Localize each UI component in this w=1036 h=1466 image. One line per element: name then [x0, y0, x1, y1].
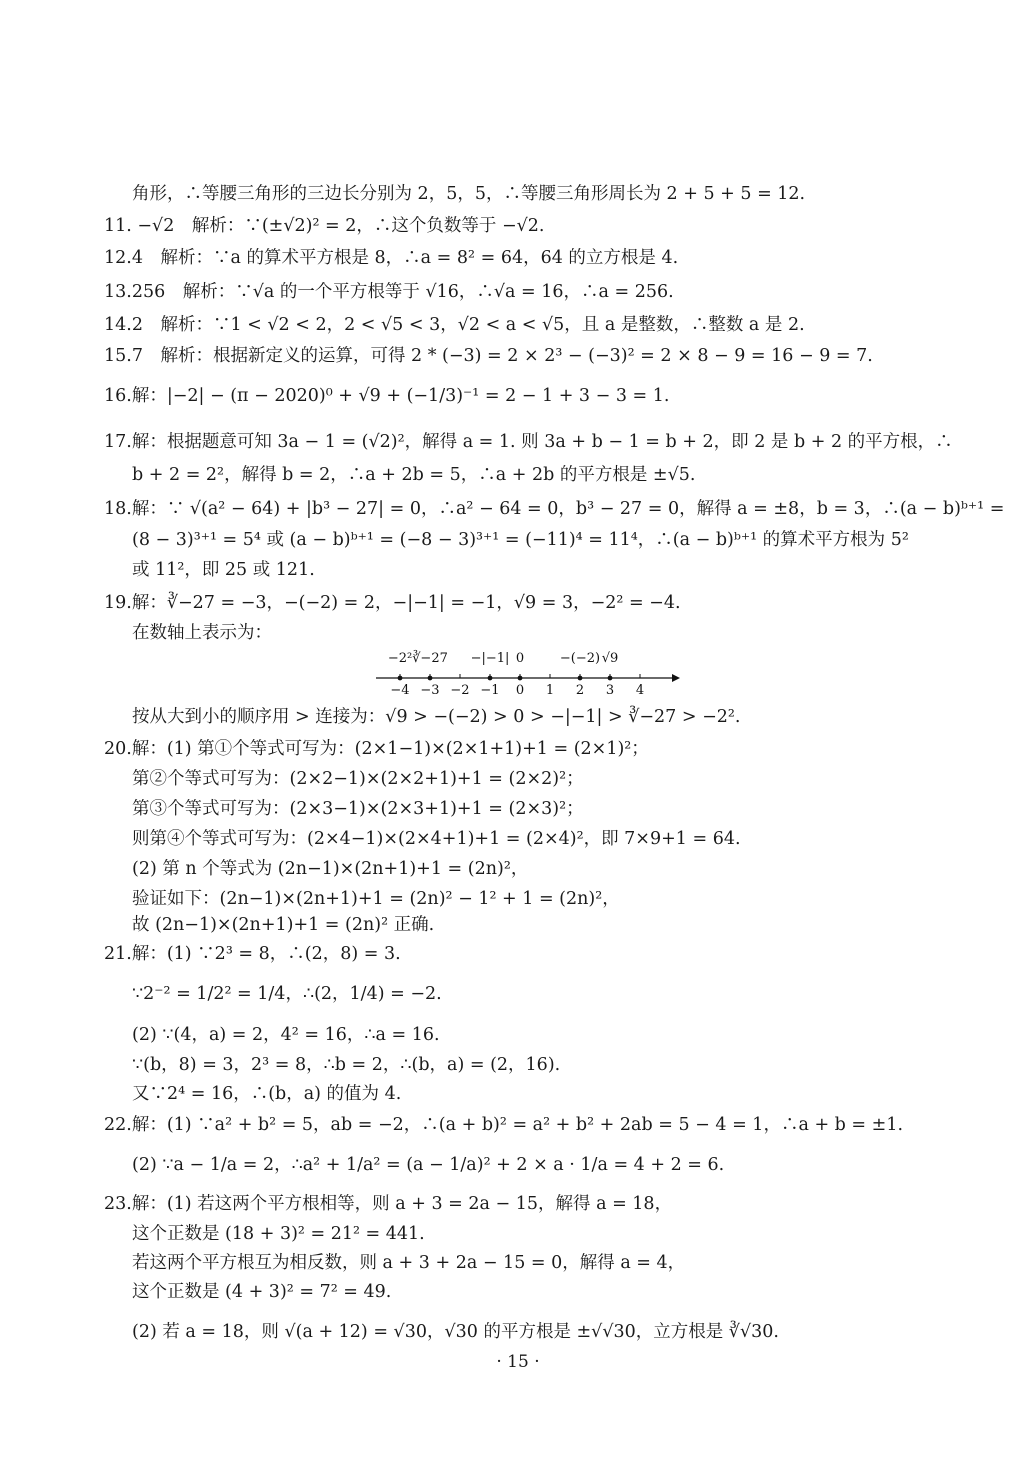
- text-line: 按从大到小的顺序用 > 连接为：√9 > −(−2) > 0 > −|−1| > ∛−27 > −2².: [132, 707, 741, 727]
- text-line: 或 11²，即 25 或 121.: [132, 560, 315, 580]
- answer-20: 20.解：(1) 第①个等式可写为：(2×1−1)×(2×1+1)+1 = (2×1)²；: [104, 739, 649, 759]
- text-line: (2) 第 n 个等式为 (2n−1)×(2n+1)+1 = (2n)²，: [132, 859, 529, 879]
- text-line: (8 − 3)³⁺¹ = 5⁴ 或 (a − b)ᵇ⁺¹ = (−8 − 3)³⁺¹ = (−11)⁴ = 11⁴，∴(a − b)ᵇ⁺¹ 的算术平方根为 5²: [132, 530, 909, 550]
- answer-14: 14.2 解析：∵1 < √2 < 2，2 < √5 < 3，√2 < a < √5，且 a 是整数，∴整数 a 是 2.: [104, 315, 805, 335]
- text-line: 若这两个平方根互为相反数，则 a + 3 + 2a − 15 = 0，解得 a = 4，: [132, 1253, 686, 1273]
- text-line: 第②个等式可写为：(2×2−1)×(2×2+1)+1 = (2×2)²；: [132, 769, 584, 789]
- text-line: 在数轴上表示为：: [132, 623, 272, 643]
- answer-17: 17.解：根据题意可知 3a − 1 = (√2)²，解得 a = 1. 则 3a + b − 1 = b + 2，即 2 是 b + 2 的平方根，∴: [104, 432, 953, 452]
- tick-label: 2: [575, 683, 585, 698]
- number-line: [372, 648, 684, 698]
- tick-label: 1: [545, 683, 555, 698]
- answer-12: 12.4 解析：∵a 的算术平方根是 8，∴a = 8² = 64，64 的立方根是 4.: [104, 248, 679, 268]
- text-line: 角形，∴等腰三角形的三边长分别为 2，5，5，∴等腰三角形周长为 2 + 5 + 5 = 12.: [132, 184, 806, 204]
- point-label: −|−1|: [470, 651, 510, 666]
- answer-13: 13.256 解析：∵√a 的一个平方根等于 √16，∴√a = 16，∴a = 256.: [104, 282, 674, 302]
- page-number: · 15 ·: [496, 1352, 540, 1372]
- arrow-icon: [672, 674, 680, 682]
- text-line: 这个正数是 (4 + 3)² = 7² = 49.: [132, 1282, 392, 1302]
- point-label: −2²: [387, 651, 413, 666]
- answer-11: 11. −√2 解析：∵(±√2)² = 2，∴这个负数等于 −√2.: [104, 216, 545, 236]
- tick-label: −4: [390, 683, 410, 698]
- tick-label: 4: [635, 683, 645, 698]
- tick-label: 3: [605, 683, 615, 698]
- text-line: 这个正数是 (18 + 3)² = 21² = 441.: [132, 1224, 425, 1244]
- text-line: (2) ∵(4，a) = 2，4² = 16，∴a = 16.: [132, 1025, 440, 1045]
- text-line: (2) 若 a = 18，则 √(a + 12) = √30，√30 的平方根是 ±√√30，立方根是 ∛√30.: [132, 1322, 779, 1342]
- number-point: [428, 676, 433, 681]
- answer-21: 21.解：(1) ∵2³ = 8，∴(2，8) = 3.: [104, 944, 401, 964]
- answer-18: 18.解：∵ √(a² − 64) + |b³ − 27| = 0，∴a² − 64 = 0，b³ − 27 = 0，解得 a = ±8，b = 3，∴(a − b)ᵇ⁺¹ =: [104, 499, 1005, 519]
- text-line: 第③个等式可写为：(2×3−1)×(2×3+1)+1 = (2×3)²；: [132, 799, 584, 819]
- answer-19: 19.解：∛−27 = −3，−(−2) = 2，−|−1| = −1，√9 = 3，−2² = −4.: [104, 593, 681, 613]
- number-point: [578, 676, 583, 681]
- text-line: 故 (2n−1)×(2n+1)+1 = (2n)² 正确.: [132, 915, 435, 935]
- answer-23: 23.解：(1) 若这两个平方根相等，则 a + 3 = 2a − 15，解得 a = 18，: [104, 1194, 673, 1214]
- text-line: ∵(b，8) = 3，2³ = 8，∴b = 2，∴(b，a) = (2，16).: [132, 1055, 561, 1075]
- number-point: [518, 676, 523, 681]
- point-label: √9: [601, 651, 619, 666]
- point-label: ∛−27: [412, 651, 448, 666]
- point-label: −(−2): [559, 651, 601, 666]
- tick-label: −3: [420, 683, 440, 698]
- answer-15: 15.7 解析：根据新定义的运算，可得 2 * (−3) = 2 × 2³ − (−3)² = 2 × 8 − 9 = 16 − 9 = 7.: [104, 346, 873, 366]
- text-line: b + 2 = 2²，解得 b = 2，∴a + 2b = 5，∴a + 2b 的平方根是 ±√5.: [132, 465, 696, 485]
- text-line: 验证如下：(2n−1)×(2n+1)+1 = (2n)² − 1² + 1 = (2n)²，: [132, 889, 620, 909]
- answer-16: 16.解：|−2| − (π − 2020)⁰ + √9 + (−1/3)⁻¹ = 2 − 1 + 3 − 3 = 1.: [104, 386, 670, 406]
- number-point: [488, 676, 493, 681]
- tick-label: −1: [480, 683, 500, 698]
- number-point: [398, 676, 403, 681]
- answer-22: 22.解：(1) ∵a² + b² = 5，ab = −2，∴(a + b)² = a² + b² + 2ab = 5 − 4 = 1，∴a + b = ±1.: [104, 1115, 904, 1135]
- tick-label: 0: [515, 683, 525, 698]
- text-line: 又∵2⁴ = 16，∴(b，a) 的值为 4.: [132, 1084, 402, 1104]
- text-line: (2) ∵a − 1/a = 2，∴a² + 1/a² = (a − 1/a)² + 2 × a · 1/a = 4 + 2 = 6.: [132, 1155, 725, 1175]
- text-line: ∵2⁻² = 1/2² = 1/4，∴(2，1/4) = −2.: [132, 984, 442, 1004]
- tick-label: −2: [450, 683, 470, 698]
- number-point: [608, 676, 613, 681]
- point-label: 0: [515, 651, 525, 666]
- text-line: 则第④个等式可写为：(2×4−1)×(2×4+1)+1 = (2×4)²，即 7×9+1 = 64.: [132, 829, 741, 849]
